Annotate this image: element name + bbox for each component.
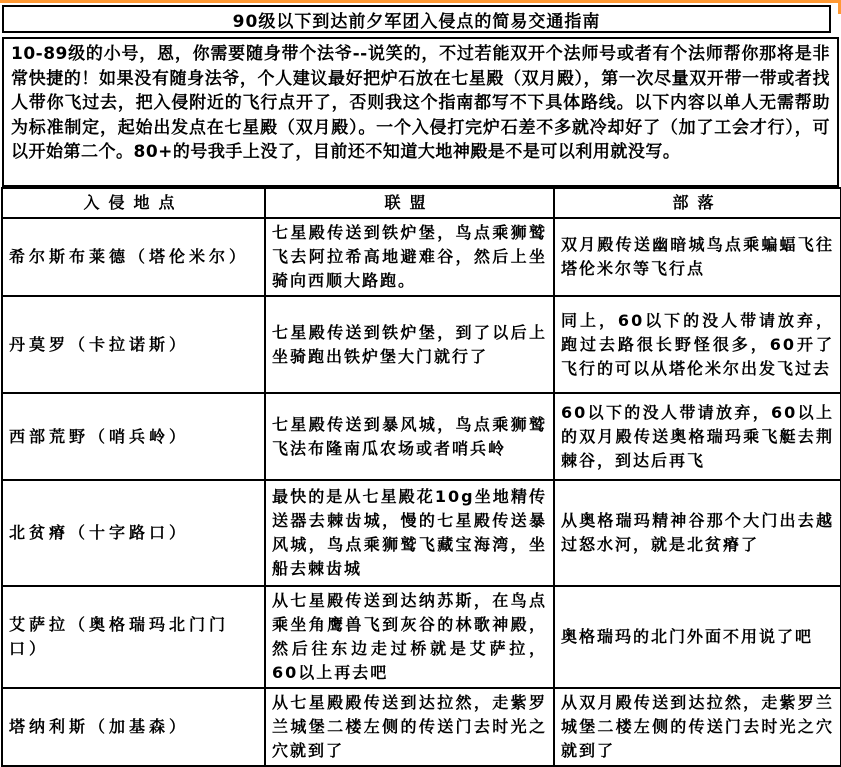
alliance-route-cell: 从七星殿殿传送到达拉然，走紫罗兰城堡二楼左侧的传送门去时光之穴就到了 xyxy=(265,688,554,766)
intro-paragraph-box xyxy=(2,37,839,187)
horde-route-cell: 60以下的没人带请放弃，60以上的双月殿传送奥格瑞玛乘飞艇去荆棘谷，到达后再飞 xyxy=(554,393,841,480)
column-header-horde: 部落 xyxy=(554,188,841,218)
location-cell: 北贫瘠（十字路口） xyxy=(2,480,265,586)
location-cell: 西部荒野（哨兵岭） xyxy=(2,393,265,480)
location-cell: 希尔斯布莱德（塔伦米尔） xyxy=(2,218,265,296)
horde-route-cell: 从双月殿传送到达拉然，走紫罗兰城堡二楼左侧的传送门去时光之穴就到了 xyxy=(554,688,841,766)
alliance-route-cell: 七星殿传送到铁炉堡，鸟点乘狮鹫飞去阿拉希高地避难谷，然后上坐骑向西顺大路跑。 xyxy=(265,218,554,296)
table-row xyxy=(2,480,841,586)
horde-route-cell: 同上，60以下的没人带请放弃，跑过去路很长野怪很多，60开了飞行的可以从塔伦米尔出发飞过去 xyxy=(554,296,841,393)
table-row xyxy=(2,296,841,393)
table-row xyxy=(2,688,841,766)
alliance-route-cell: 最快的是从七星殿花10g坐地精传送器去棘齿城，慢的七星殿传送暴风城，鸟点乘狮鹫飞藏宝海湾，坐船去棘齿城 xyxy=(265,480,554,586)
table-header-row xyxy=(2,188,841,218)
intro-text: 10-89级的小号，恩，你需要随身带个法爷--说笑的，不过若能双开个法师号或者有个法师帮你那将是非常快捷的！如果没有随身法爷，个人建议最好把炉石放在七星殿（双月殿），第一次尽量双开带一带或者找人带你飞过去，把入侵附近的飞行点开了，否则我这个指南都写不下具体路线。以下内容以单人无需帮助为标准制定，起始出发点在七星殿（双月殿）。一个入侵打完炉石差不多就冷却好了（加了工会才行），可以开始第二个。80+的号我手上没了，目前还不知道大地神殿是不是可以利用就没写。 xyxy=(11,44,830,162)
horde-route-cell: 奥格瑞玛的北门外面不用说了吧 xyxy=(554,586,841,688)
document-title-box xyxy=(2,5,831,33)
alliance-route-cell: 七星殿传送到暴风城，鸟点乘狮鹫飞法布隆南瓜农场或者哨兵岭 xyxy=(265,393,554,480)
column-header-alliance: 联盟 xyxy=(265,188,554,218)
location-cell: 塔纳利斯（加基森） xyxy=(2,688,265,766)
page-title: 90级以下到达前夕军团入侵点的简易交通指南 xyxy=(232,11,601,32)
column-header-invasion-location: 入侵地点 xyxy=(2,188,265,218)
table-row xyxy=(2,586,841,688)
alliance-route-cell: 从七星殿传送到达纳苏斯，在鸟点乘坐角鹰兽飞到灰谷的林歌神殿，然后往东边走过桥就是艾萨拉，60以上再去吧 xyxy=(265,586,554,688)
table-row xyxy=(2,218,841,296)
horde-route-cell: 双月殿传送幽暗城鸟点乘蝙蝠飞往塔伦米尔等飞行点 xyxy=(554,218,841,296)
table-row xyxy=(2,393,841,480)
location-cell: 丹莫罗（卡拉诺斯） xyxy=(2,296,265,393)
location-cell: 艾萨拉（奥格瑞玛北门门口） xyxy=(2,586,265,688)
document-page xyxy=(0,3,841,767)
travel-guide-table xyxy=(1,187,841,767)
horde-route-cell: 从奥格瑞玛精神谷那个大门出去越过怒水河，就是北贫瘠了 xyxy=(554,480,841,586)
alliance-route-cell: 七星殿传送到铁炉堡，到了以后上坐骑跑出铁炉堡大门就行了 xyxy=(265,296,554,393)
